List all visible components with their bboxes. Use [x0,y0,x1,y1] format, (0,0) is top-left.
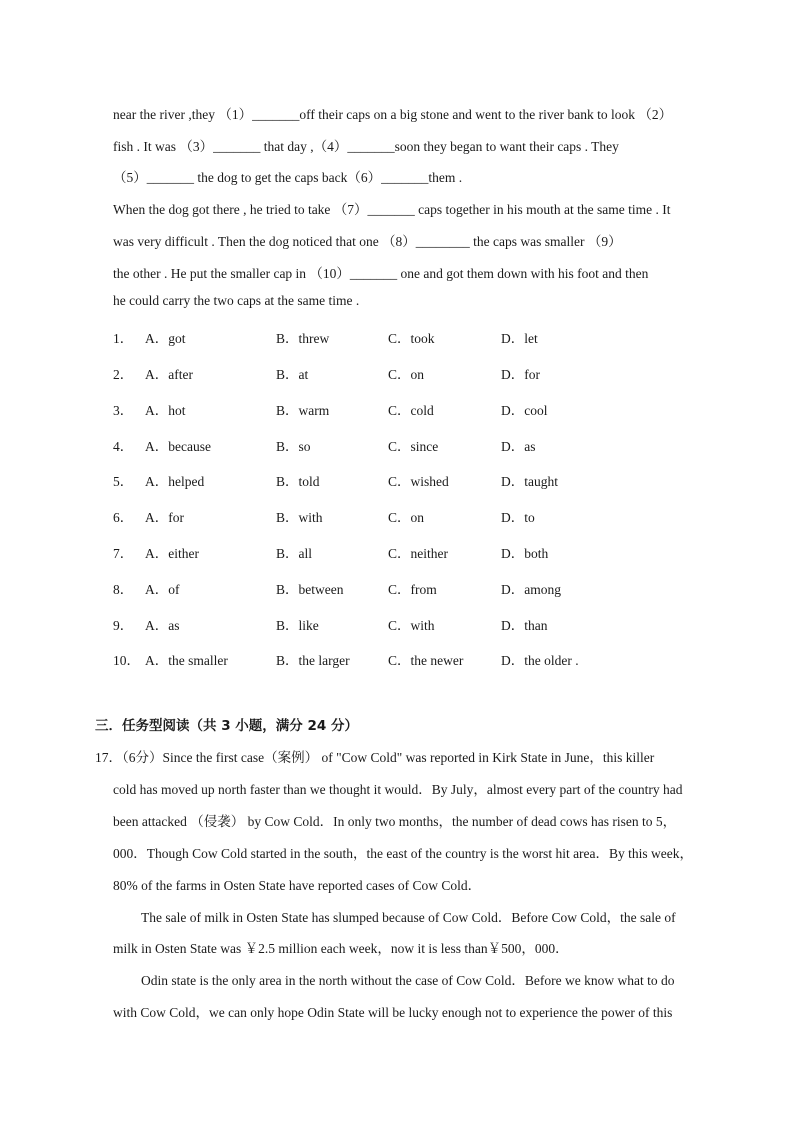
option-b[interactable]: B．the larger [276,653,350,668]
question-number: 9． [113,618,134,633]
question-option-row [113,506,713,526]
option-b[interactable]: B．between [276,582,344,597]
option-c[interactable]: C．wished [388,474,449,489]
q17-line: The sale of milk in Osten State has slumped because of Cow Cold．Before Cow Cold，the sale of [141,910,676,925]
q17-line: Odin state is the only area in the north without the case of Cow Cold．Before we know what to do [141,973,675,988]
question-number: 10． [113,653,140,668]
option-c[interactable]: C．neither [388,546,448,561]
option-a[interactable]: A．got [145,331,186,346]
passage-line: near the river ,they （1）_______off their caps on a big stone and went to the river bank to look （2） [113,107,673,122]
option-d[interactable]: D．the older . [501,653,579,668]
question-number: 1． [113,331,134,346]
option-b[interactable]: B．told [276,474,320,489]
q17-line: 17．（6分）Since the first case（案例） of "Cow Cold" was reported in Kirk State in June，this killer [95,750,655,765]
option-a[interactable]: A．hot [145,403,186,418]
passage-line: the other . He put the smaller cap in （10）_______ one and got them down with his foot and then [113,266,649,281]
option-d[interactable]: D．than [501,618,548,633]
option-a[interactable]: A．either [145,546,199,561]
option-d[interactable]: D．to [501,510,535,525]
question-number: 6． [113,510,134,525]
option-d[interactable]: D．let [501,331,538,346]
option-d[interactable]: D．among [501,582,561,597]
option-a[interactable]: A．helped [145,474,205,489]
option-b[interactable]: B．like [276,618,319,633]
q17-line: 80% of the farms in Osten State have reported cases of Cow Cold． [113,878,482,893]
option-d[interactable]: D．cool [501,403,548,418]
q17-line: been attacked （侵袭） by Cow Cold．In only two months，the number of dead cows has risen to 5， [113,814,677,829]
question-number: 5． [113,474,134,489]
question-number: 8． [113,582,134,597]
section-title: 三．任务型阅读（共 3 小题，满分 24 分） [95,718,358,734]
question-option-row [113,542,713,562]
passage-line: When the dog got there , he tried to take （7）_______ caps together in his mouth at the same time . It [113,202,671,217]
option-b[interactable]: B．warm [276,403,330,418]
option-d[interactable]: D．for [501,367,540,382]
option-b[interactable]: B．with [276,510,323,525]
question-option-row [113,363,713,383]
question-number: 4． [113,439,134,454]
question-number: 3． [113,403,134,418]
option-a[interactable]: A．the smaller [145,653,228,668]
option-d[interactable]: D．both [501,546,549,561]
option-b[interactable]: B．at [276,367,309,382]
passage-line: was very difficult . Then the dog noticed that one （8）________ the caps was smaller （9） [113,234,622,249]
option-a[interactable]: A．because [145,439,211,454]
question-option-row [113,399,713,419]
q17-line: cold has moved up north faster than we thought it would．By July，almost every part of the country had [113,782,683,797]
question-number: 2． [113,367,134,382]
option-c[interactable]: C．since [388,439,439,454]
option-c[interactable]: C．on [388,367,425,382]
option-b[interactable]: B．threw [276,331,330,346]
question-option-row [113,327,713,347]
option-a[interactable]: A．after [145,367,193,382]
passage-line: he could carry the two caps at the same time . [113,293,360,308]
option-b[interactable]: B．so [276,439,311,454]
question-option-row [113,578,713,598]
question-option-row [113,649,713,669]
question-option-row [113,470,713,490]
option-a[interactable]: A．as [145,618,180,633]
q17-line: milk in Osten State was ￥2.5 million each week，now it is less than￥500，000． [113,941,569,956]
option-c[interactable]: C．the newer [388,653,464,668]
question-number: 7． [113,546,134,561]
question-option-row [113,435,713,455]
option-c[interactable]: C．cold [388,403,434,418]
option-c[interactable]: C．on [388,510,425,525]
option-d[interactable]: D．taught [501,474,558,489]
option-b[interactable]: B．all [276,546,312,561]
option-d[interactable]: D．as [501,439,536,454]
q17-line: 000．Though Cow Cold started in the south，the east of the country is the worst hit area．By this week， [113,846,694,861]
option-c[interactable]: C．with [388,618,435,633]
option-a[interactable]: A．for [145,510,184,525]
passage-line: fish . It was （3）_______ that day ,（4）_______soon they began to want their caps . They [113,139,619,154]
q17-line: with Cow Cold，we can only hope Odin State will be lucky enough not to experience the power of this [113,1005,673,1020]
passage-line: （5）_______ the dog to get the caps back（6）_______them . [113,170,463,185]
question-option-row [113,614,713,634]
option-c[interactable]: C．from [388,582,437,597]
option-a[interactable]: A．of [145,582,180,597]
option-c[interactable]: C．took [388,331,435,346]
